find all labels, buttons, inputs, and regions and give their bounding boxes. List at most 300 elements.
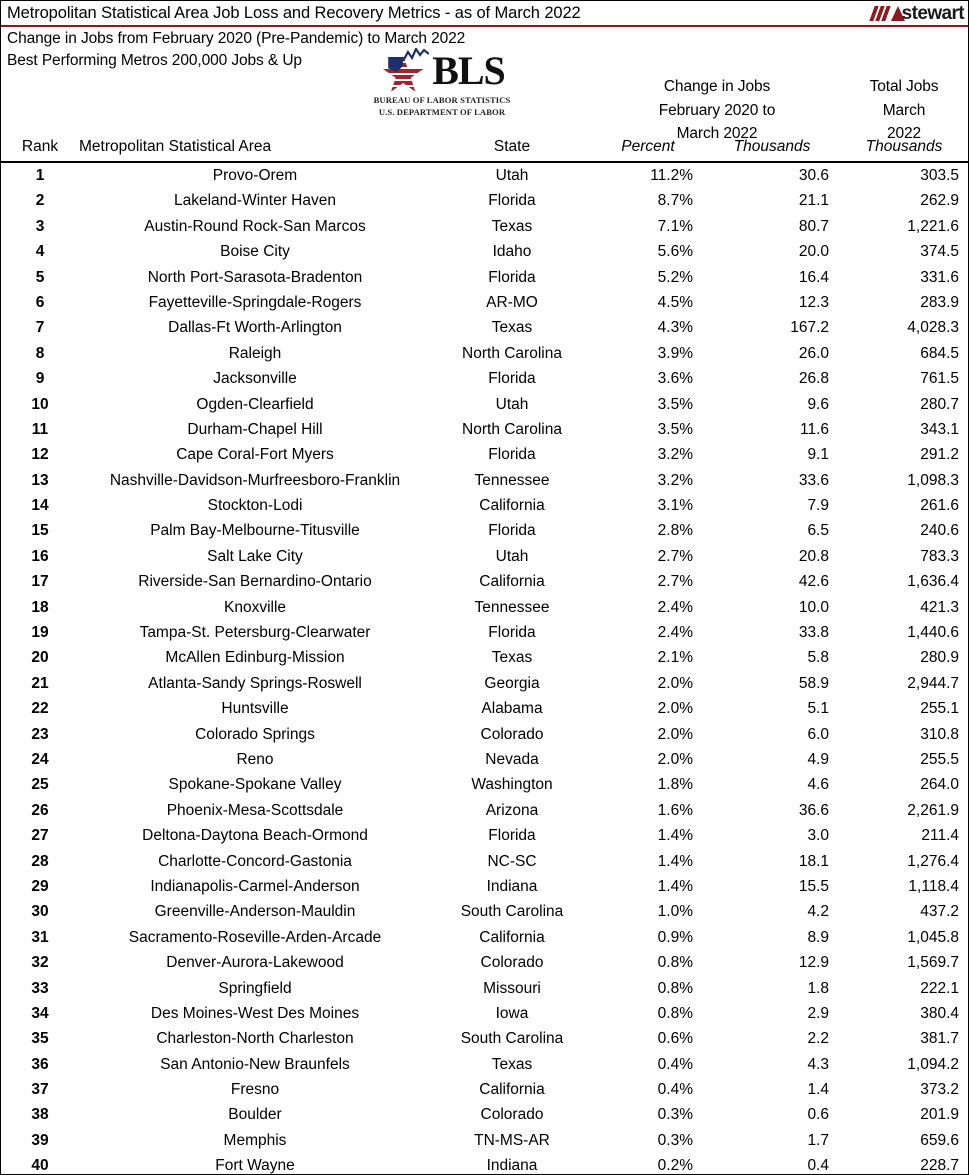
cell-rank: 6 bbox=[35, 293, 45, 311]
cell-percent: 1.6% bbox=[657, 801, 693, 819]
column-header-thousands: Thousands bbox=[733, 138, 811, 155]
cell-msa: Boulder bbox=[228, 1106, 282, 1124]
table-row bbox=[1, 1052, 968, 1077]
cell-change-thousands: 3.0 bbox=[807, 827, 829, 845]
cell-change-thousands: 2.9 bbox=[807, 1004, 829, 1022]
cell-state: South Carolina bbox=[460, 903, 564, 921]
cell-msa: Stockton-Lodi bbox=[207, 497, 303, 515]
cell-rank: 1 bbox=[35, 167, 45, 184]
cell-rank: 11 bbox=[31, 420, 49, 438]
cell-rank: 32 bbox=[31, 954, 49, 972]
cell-state: North Carolina bbox=[462, 344, 562, 362]
cell-change-thousands: 10.0 bbox=[798, 598, 829, 616]
cell-rank: 36 bbox=[31, 1055, 49, 1073]
cell-total-thousands: 1,045.8 bbox=[907, 928, 959, 946]
cell-msa: Colorado Springs bbox=[195, 725, 315, 743]
cell-total-thousands: 1,569.7 bbox=[907, 954, 959, 972]
cell-total-thousands: 374.5 bbox=[920, 243, 959, 261]
cell-msa: Cape Coral-Fort Myers bbox=[176, 446, 334, 464]
cell-change-thousands: 9.6 bbox=[807, 395, 829, 413]
total-caption-line-1: Total Jobs bbox=[869, 78, 939, 95]
cell-total-thousands: 303.5 bbox=[920, 167, 959, 184]
cell-state: Florida bbox=[488, 624, 536, 642]
cell-rank: 27 bbox=[31, 827, 49, 845]
cell-state: Utah bbox=[495, 547, 529, 565]
cell-msa: Fayetteville-Springdale-Rogers bbox=[148, 293, 362, 311]
cell-state: Colorado bbox=[480, 954, 544, 972]
cell-rank: 9 bbox=[35, 370, 45, 388]
cell-total-thousands: 2,261.9 bbox=[907, 801, 959, 819]
cell-state: Florida bbox=[488, 268, 536, 286]
cell-state: Colorado bbox=[480, 725, 544, 743]
cell-msa: Huntsville bbox=[221, 700, 289, 718]
cell-state: Florida bbox=[488, 827, 536, 845]
cell-total-thousands: 2,944.7 bbox=[907, 674, 959, 692]
cell-change-thousands: 16.4 bbox=[798, 268, 829, 286]
table-row bbox=[1, 1001, 968, 1026]
cell-percent: 3.1% bbox=[657, 497, 693, 515]
cell-rank: 25 bbox=[31, 776, 49, 794]
cell-total-thousands: 1,276.4 bbox=[907, 852, 959, 870]
cell-rank: 30 bbox=[31, 903, 49, 921]
cell-msa: Jacksonville bbox=[213, 370, 297, 388]
cell-percent: 3.2% bbox=[657, 471, 693, 489]
table-row bbox=[1, 265, 968, 290]
cell-change-thousands: 15.5 bbox=[798, 877, 829, 895]
change-caption-line-1: Change in Jobs bbox=[663, 78, 771, 95]
table-row bbox=[1, 722, 968, 747]
cell-rank: 2 bbox=[35, 192, 45, 210]
cell-msa: Salt Lake City bbox=[207, 547, 303, 565]
total-caption-line-3: 2022 bbox=[886, 125, 922, 142]
cell-percent: 1.0% bbox=[657, 903, 693, 921]
cell-change-thousands: 12.9 bbox=[798, 954, 829, 972]
cell-total-thousands: 421.3 bbox=[920, 598, 959, 616]
cell-rank: 34 bbox=[31, 1004, 49, 1022]
cell-percent: 2.8% bbox=[657, 522, 693, 540]
table-row bbox=[1, 899, 968, 924]
cell-total-thousands: 228.7 bbox=[920, 1157, 959, 1175]
table-row bbox=[1, 595, 968, 620]
bls-logo bbox=[367, 48, 517, 118]
cell-percent: 1.4% bbox=[657, 852, 693, 870]
table-row bbox=[1, 544, 968, 569]
cell-msa: Greenville-Anderson-Mauldin bbox=[154, 903, 356, 921]
cell-state: Washington bbox=[471, 776, 553, 794]
cell-msa: Reno bbox=[236, 750, 274, 768]
cell-total-thousands: 437.2 bbox=[920, 903, 959, 921]
cell-state: Florida bbox=[488, 522, 536, 540]
cell-change-thousands: 26.0 bbox=[798, 344, 829, 362]
cell-rank: 18 bbox=[31, 598, 49, 616]
cell-msa: Memphis bbox=[223, 1131, 287, 1149]
cell-rank: 16 bbox=[31, 547, 49, 565]
cell-msa: McAllen Edinburg-Mission bbox=[165, 649, 345, 667]
cell-rank: 22 bbox=[31, 700, 49, 718]
cell-percent: 0.8% bbox=[657, 1004, 693, 1022]
cell-percent: 0.8% bbox=[657, 979, 693, 997]
cell-total-thousands: 659.6 bbox=[920, 1131, 959, 1149]
cell-change-thousands: 11.6 bbox=[799, 420, 829, 438]
cell-percent: 0.4% bbox=[657, 1055, 693, 1073]
cell-percent: 3.9% bbox=[657, 344, 693, 362]
cell-msa: Charleston-North Charleston bbox=[156, 1030, 354, 1048]
cell-rank: 28 bbox=[31, 852, 49, 870]
subheader-line-2: Best Performing Metros 200,000 Jobs & Up bbox=[7, 52, 302, 69]
cell-total-thousands: 280.7 bbox=[920, 395, 959, 413]
bls-star-icon bbox=[379, 49, 429, 93]
cell-state: California bbox=[479, 1081, 545, 1099]
cell-change-thousands: 1.7 bbox=[807, 1131, 829, 1149]
cell-change-thousands: 33.6 bbox=[798, 471, 829, 489]
cell-state: Indiana bbox=[486, 877, 538, 895]
cell-percent: 7.1% bbox=[657, 217, 693, 235]
table-body bbox=[1, 163, 968, 1175]
cell-total-thousands: 240.6 bbox=[920, 522, 959, 540]
cell-rank: 10 bbox=[31, 395, 49, 413]
cell-rank: 7 bbox=[35, 319, 45, 337]
cell-rank: 3 bbox=[35, 217, 45, 235]
cell-state: AR-MO bbox=[486, 293, 538, 311]
title-bar bbox=[1, 1, 968, 27]
table-row bbox=[1, 366, 968, 391]
cell-total-thousands: 331.6 bbox=[920, 268, 959, 286]
cell-msa: Provo-Orem bbox=[212, 167, 298, 184]
cell-percent: 0.9% bbox=[657, 928, 693, 946]
cell-msa: North Port-Sarasota-Bradenton bbox=[147, 268, 363, 286]
cell-change-thousands: 5.8 bbox=[807, 649, 829, 667]
cell-change-thousands: 36.6 bbox=[798, 801, 829, 819]
column-header-percent: Percent bbox=[621, 138, 675, 155]
cell-state: Nevada bbox=[485, 750, 539, 768]
cell-rank: 14 bbox=[31, 497, 49, 515]
cell-change-thousands: 4.3 bbox=[807, 1055, 829, 1073]
cell-percent: 2.7% bbox=[657, 573, 693, 591]
cell-change-thousands: 167.2 bbox=[790, 319, 829, 337]
cell-msa: Indianapolis-Carmel-Anderson bbox=[150, 877, 360, 895]
table-header-row bbox=[1, 135, 968, 163]
column-header-msa: Metropolitan Statistical Area bbox=[79, 138, 272, 155]
cell-total-thousands: 255.1 bbox=[920, 700, 959, 718]
table-row bbox=[1, 214, 968, 239]
cell-total-thousands: 280.9 bbox=[920, 649, 959, 667]
table-row bbox=[1, 417, 968, 442]
cell-percent: 0.8% bbox=[657, 954, 693, 972]
table-row bbox=[1, 1102, 968, 1127]
cell-change-thousands: 21.1 bbox=[798, 192, 829, 210]
cell-change-thousands: 0.4 bbox=[807, 1157, 829, 1175]
cell-total-thousands: 1,098.3 bbox=[907, 471, 959, 489]
cell-msa: San Antonio-New Braunfels bbox=[160, 1055, 350, 1073]
cell-msa: Fort Wayne bbox=[215, 1157, 295, 1175]
table-row bbox=[1, 493, 968, 518]
table-row bbox=[1, 645, 968, 670]
bls-swoosh-icon bbox=[403, 48, 429, 64]
cell-rank: 15 bbox=[31, 522, 49, 540]
cell-rank: 23 bbox=[31, 725, 49, 743]
cell-percent: 3.2% bbox=[657, 446, 693, 464]
cell-rank: 20 bbox=[31, 649, 49, 667]
table-row bbox=[1, 290, 968, 315]
cell-msa: Austin-Round Rock-San Marcos bbox=[144, 217, 366, 235]
cell-total-thousands: 380.4 bbox=[920, 1004, 959, 1022]
cell-rank: 5 bbox=[35, 268, 45, 286]
cell-percent: 2.0% bbox=[657, 700, 693, 718]
cell-rank: 12 bbox=[31, 446, 49, 464]
table-row bbox=[1, 239, 968, 264]
bls-logo-top bbox=[367, 48, 517, 94]
cell-msa: Raleigh bbox=[228, 344, 282, 362]
total-caption-line-2: March bbox=[882, 101, 926, 119]
table-row bbox=[1, 1153, 968, 1175]
cell-percent: 0.2% bbox=[657, 1157, 693, 1175]
cell-state: Colorado bbox=[480, 1106, 544, 1124]
cell-state: Tennessee bbox=[474, 598, 550, 616]
cell-rank: 29 bbox=[31, 877, 49, 895]
cell-state: TN-MS-AR bbox=[474, 1131, 550, 1149]
cell-msa: Palm Bay-Melbourne-Titusville bbox=[150, 522, 360, 540]
cell-msa: Charlotte-Concord-Gastonia bbox=[158, 852, 352, 870]
cell-change-thousands: 20.0 bbox=[798, 243, 829, 261]
cell-rank: 33 bbox=[31, 979, 49, 997]
cell-change-thousands: 4.2 bbox=[807, 903, 829, 921]
cell-rank: 39 bbox=[31, 1131, 49, 1149]
cell-percent: 2.4% bbox=[657, 598, 693, 616]
cell-msa: Ogden-Clearfield bbox=[196, 395, 314, 413]
table-row bbox=[1, 468, 968, 493]
cell-msa: Sacramento-Roseville-Arden-Arcade bbox=[128, 928, 382, 946]
cell-state: Missouri bbox=[483, 979, 541, 997]
cell-total-thousands: 1,094.2 bbox=[907, 1055, 959, 1073]
cell-total-thousands: 783.3 bbox=[920, 547, 959, 565]
table-row bbox=[1, 925, 968, 950]
cell-state: Texas bbox=[491, 319, 533, 337]
column-header-state: State bbox=[493, 138, 531, 155]
cell-state: Georgia bbox=[484, 674, 540, 692]
cell-msa: Deltona-Daytona Beach-Ormond bbox=[142, 827, 368, 845]
cell-total-thousands: 343.1 bbox=[920, 420, 959, 438]
cell-rank: 4 bbox=[35, 243, 45, 261]
subheader-block bbox=[1, 27, 968, 142]
cell-msa: Nashville-Davidson-Murfreesboro-Franklin bbox=[109, 471, 401, 489]
cell-percent: 0.6% bbox=[657, 1030, 693, 1048]
cell-total-thousands: 264.0 bbox=[920, 776, 959, 794]
table-row bbox=[1, 849, 968, 874]
table-row bbox=[1, 747, 968, 772]
cell-state: NC-SC bbox=[487, 852, 537, 870]
cell-total-thousands: 262.9 bbox=[920, 192, 959, 210]
change-caption-line-3: March 2022 bbox=[676, 125, 758, 142]
cell-percent: 2.1% bbox=[657, 649, 693, 667]
cell-change-thousands: 58.9 bbox=[798, 674, 829, 692]
cell-percent: 5.2% bbox=[657, 268, 693, 286]
cell-percent: 4.3% bbox=[657, 319, 693, 337]
table-row bbox=[1, 823, 968, 848]
table-row bbox=[1, 341, 968, 366]
cell-rank: 17 bbox=[31, 573, 49, 591]
cell-rank: 38 bbox=[31, 1106, 49, 1124]
cell-percent: 1.4% bbox=[657, 827, 693, 845]
cell-msa: Riverside-San Bernardino-Ontario bbox=[138, 573, 372, 591]
table-row bbox=[1, 392, 968, 417]
cell-change-thousands: 26.8 bbox=[798, 370, 829, 388]
cell-msa: Springfield bbox=[218, 979, 292, 997]
cell-change-thousands: 5.1 bbox=[807, 700, 829, 718]
cell-percent: 1.8% bbox=[657, 776, 693, 794]
cell-rank: 35 bbox=[31, 1030, 49, 1048]
cell-state: Indiana bbox=[486, 1157, 538, 1175]
cell-percent: 0.3% bbox=[657, 1131, 693, 1149]
cell-total-thousands: 684.5 bbox=[920, 344, 959, 362]
cell-total-thousands: 1,636.4 bbox=[907, 573, 959, 591]
table-row bbox=[1, 772, 968, 797]
stewart-wordmark: stewart bbox=[901, 2, 964, 24]
cell-state: Alabama bbox=[481, 700, 543, 718]
cell-rank: 40 bbox=[31, 1157, 49, 1175]
table-row bbox=[1, 696, 968, 721]
cell-state: Tennessee bbox=[474, 471, 550, 489]
page-title: Metropolitan Statistical Area Job Loss and Recovery Metrics - as of March 2022 bbox=[7, 4, 581, 22]
cell-change-thousands: 2.2 bbox=[807, 1030, 829, 1048]
cell-msa: Des Moines-West Des Moines bbox=[150, 1004, 360, 1022]
cell-rank: 37 bbox=[31, 1081, 49, 1099]
cell-msa: Dallas-Ft Worth-Arlington bbox=[168, 319, 342, 337]
cell-rank: 19 bbox=[31, 624, 49, 642]
cell-percent: 3.5% bbox=[657, 420, 693, 438]
table-row bbox=[1, 950, 968, 975]
cell-change-thousands: 6.0 bbox=[807, 725, 829, 743]
cell-state: Florida bbox=[488, 192, 536, 210]
cell-total-thousands: 201.9 bbox=[920, 1106, 959, 1124]
cell-msa: Atlanta-Sandy Springs-Roswell bbox=[148, 674, 362, 692]
cell-change-thousands: 8.9 bbox=[807, 928, 829, 946]
cell-state: North Carolina bbox=[462, 420, 562, 438]
table-row bbox=[1, 315, 968, 340]
table-row bbox=[1, 671, 968, 696]
cell-total-thousands: 381.7 bbox=[920, 1030, 959, 1048]
cell-percent: 1.4% bbox=[657, 877, 693, 895]
cell-rank: 24 bbox=[31, 750, 49, 768]
table-row bbox=[1, 874, 968, 899]
cell-total-thousands: 1,118.4 bbox=[908, 877, 959, 895]
cell-rank: 26 bbox=[31, 801, 49, 819]
cell-total-thousands: 1,440.6 bbox=[907, 624, 959, 642]
subheader-line-1: Change in Jobs from February 2020 (Pre-Pandemic) to March 2022 bbox=[7, 30, 466, 47]
cell-total-thousands: 291.2 bbox=[920, 446, 959, 464]
cell-state: Texas bbox=[491, 1055, 533, 1073]
table-row bbox=[1, 1077, 968, 1102]
stewart-slashes-icon bbox=[872, 6, 890, 21]
cell-total-thousands: 255.5 bbox=[920, 750, 959, 768]
cell-change-thousands: 18.1 bbox=[798, 852, 829, 870]
cell-total-thousands: 261.6 bbox=[920, 497, 959, 515]
cell-change-thousands: 12.3 bbox=[798, 293, 829, 311]
cell-state: California bbox=[479, 928, 545, 946]
cell-total-thousands: 283.9 bbox=[920, 293, 959, 311]
change-caption-line-2: February 2020 to bbox=[658, 101, 776, 119]
cell-change-thousands: 20.8 bbox=[798, 547, 829, 565]
cell-change-thousands: 6.5 bbox=[807, 522, 829, 540]
cell-state: Arizona bbox=[485, 801, 539, 819]
cell-msa: Denver-Aurora-Lakewood bbox=[166, 954, 344, 972]
cell-percent: 4.5% bbox=[657, 293, 693, 311]
cell-total-thousands: 222.1 bbox=[920, 979, 959, 997]
stewart-logo bbox=[872, 2, 964, 24]
cell-total-thousands: 4,028.3 bbox=[907, 319, 959, 337]
cell-change-thousands: 80.7 bbox=[798, 217, 829, 235]
cell-total-thousands: 310.8 bbox=[920, 725, 959, 743]
cell-state: California bbox=[479, 573, 545, 591]
table-row bbox=[1, 798, 968, 823]
bls-subtitle-2: U.S. DEPARTMENT OF LABOR bbox=[378, 107, 506, 117]
cell-state: Iowa bbox=[495, 1004, 529, 1022]
table-row bbox=[1, 518, 968, 543]
cell-percent: 0.3% bbox=[657, 1106, 693, 1124]
cell-change-thousands: 4.9 bbox=[807, 750, 829, 768]
cell-rank: 8 bbox=[35, 344, 45, 362]
cell-percent: 8.7% bbox=[657, 192, 693, 210]
cell-change-thousands: 0.6 bbox=[807, 1106, 829, 1124]
cell-percent: 0.4% bbox=[657, 1081, 693, 1099]
cell-msa: Durham-Chapel Hill bbox=[187, 420, 323, 438]
cell-total-thousands: 373.2 bbox=[920, 1081, 959, 1099]
cell-state: Utah bbox=[495, 167, 529, 184]
cell-state: Florida bbox=[488, 370, 536, 388]
cell-msa: Spokane-Spokane Valley bbox=[168, 776, 342, 794]
cell-total-thousands: 1,221.6 bbox=[907, 217, 959, 235]
column-header-rank: Rank bbox=[21, 138, 59, 155]
table-row bbox=[1, 163, 968, 188]
cell-total-thousands: 761.5 bbox=[920, 370, 959, 388]
cell-msa: Fresno bbox=[230, 1081, 280, 1099]
cell-state: Utah bbox=[495, 395, 529, 413]
bls-subtitle-1: BUREAU OF LABOR STATISTICS bbox=[373, 95, 511, 105]
cell-change-thousands: 1.8 bbox=[807, 979, 829, 997]
cell-rank: 21 bbox=[31, 674, 49, 692]
table-row bbox=[1, 1026, 968, 1051]
table-row bbox=[1, 188, 968, 213]
table-row bbox=[1, 1128, 968, 1153]
cell-msa: Tampa-St. Petersburg-Clearwater bbox=[139, 624, 371, 642]
cell-msa: Lakeland-Winter Haven bbox=[174, 192, 336, 210]
cell-change-thousands: 42.6 bbox=[798, 573, 829, 591]
table-row bbox=[1, 620, 968, 645]
table-row bbox=[1, 569, 968, 594]
column-header-total: Thousands bbox=[865, 138, 943, 155]
cell-percent: 3.5% bbox=[657, 395, 693, 413]
cell-change-thousands: 33.8 bbox=[798, 624, 829, 642]
table-row bbox=[1, 442, 968, 467]
cell-state: South Carolina bbox=[460, 1030, 564, 1048]
cell-percent: 2.0% bbox=[657, 674, 693, 692]
cell-change-thousands: 30.6 bbox=[798, 167, 829, 184]
cell-percent: 2.0% bbox=[657, 750, 693, 768]
cell-rank: 13 bbox=[31, 471, 49, 489]
bls-acronym: BLS bbox=[432, 48, 505, 93]
cell-state: Texas bbox=[491, 217, 533, 235]
cell-percent: 2.0% bbox=[657, 725, 693, 743]
cell-percent: 3.6% bbox=[657, 370, 693, 388]
cell-rank: 31 bbox=[31, 928, 49, 946]
cell-total-thousands: 211.4 bbox=[921, 827, 959, 845]
cell-state: California bbox=[479, 497, 545, 515]
cell-msa: Knoxville bbox=[223, 598, 287, 616]
cell-percent: 2.7% bbox=[657, 547, 693, 565]
cell-state: Texas bbox=[491, 649, 533, 667]
cell-percent: 11.2% bbox=[650, 167, 693, 184]
cell-change-thousands: 4.6 bbox=[807, 776, 829, 794]
cell-msa: Phoenix-Mesa-Scottsdale bbox=[166, 801, 344, 819]
